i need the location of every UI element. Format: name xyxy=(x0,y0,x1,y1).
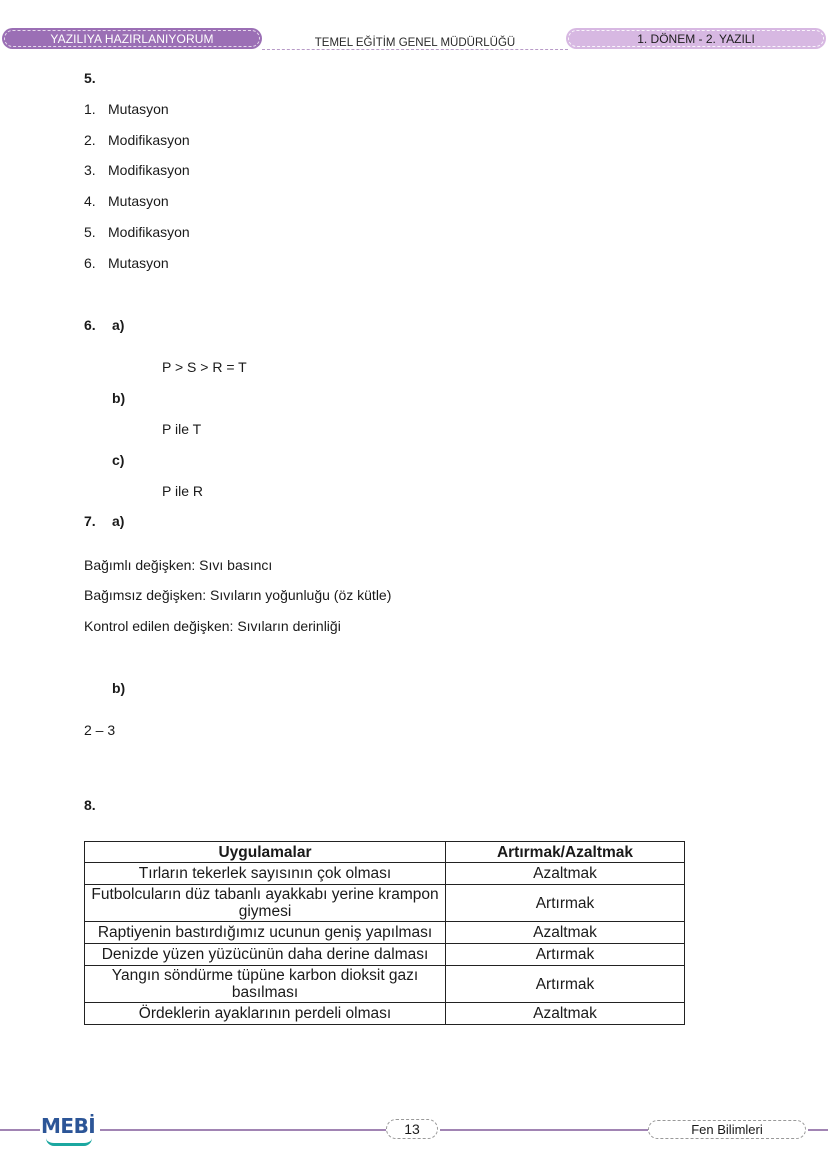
q6-a-answer: P > S > R = T xyxy=(162,359,247,375)
header-left-tab xyxy=(2,28,262,49)
table-row xyxy=(85,885,685,922)
footer-divider xyxy=(0,1129,40,1131)
table-cell: Artırmak xyxy=(446,966,685,1003)
q6-c-answer: P ile R xyxy=(162,483,203,499)
item-number: 2. xyxy=(84,132,96,148)
table-row xyxy=(85,922,685,944)
q7-a-line: Kontrol edilen değişken: Sıvıların derinliği xyxy=(84,618,341,634)
q8-label: 8. xyxy=(84,797,96,813)
mebi-logo xyxy=(40,1114,96,1144)
q7-b-label: b) xyxy=(112,680,126,696)
q5-item xyxy=(84,224,190,240)
table-row xyxy=(85,966,685,1003)
table-row xyxy=(85,863,685,885)
q7-a-label: a) xyxy=(112,513,125,529)
table-cell: Futbolcuların düz tabanlı ayakkabı yerine krampon giymesi xyxy=(85,885,446,922)
q7-a-line: Bağımlı değişken: Sıvı basıncı xyxy=(84,557,273,573)
table-cell: Raptiyenin bastırdığımız ucunun geniş yapılması xyxy=(85,922,446,944)
column-header-applications: Uygulamalar xyxy=(85,842,446,863)
table-cell: Artırmak xyxy=(446,944,685,966)
logo-text: MEBİ xyxy=(41,1114,96,1138)
answer-table xyxy=(84,841,685,1025)
q6-label: 6. xyxy=(84,317,96,333)
table-cell: Denizde yüzen yüzücünün daha derine dalması xyxy=(85,944,446,966)
logo-swoosh-icon xyxy=(46,1138,92,1146)
table-row xyxy=(85,944,685,966)
q5-item xyxy=(84,193,169,209)
table-cell: Ördeklerin ayaklarının perdeli olması xyxy=(85,1003,446,1025)
q5-item xyxy=(84,162,190,178)
table-cell: Tırların tekerlek sayısının çok olması xyxy=(85,863,446,885)
header-center xyxy=(262,31,568,50)
item-text: Mutasyon xyxy=(108,193,169,209)
page-number-text: 13 xyxy=(404,1121,420,1137)
header-right-label: 1. DÖNEM - 2. YAZILI xyxy=(637,31,755,46)
header-title: TEMEL EĞİTİM GENEL MÜDÜRLÜĞÜ xyxy=(314,37,516,49)
q7-label: 7. xyxy=(84,513,96,529)
item-text: Modifikasyon xyxy=(108,162,190,178)
subject-text: Fen Bilimleri xyxy=(691,1122,763,1137)
item-number: 1. xyxy=(84,101,96,117)
header-right-tab xyxy=(566,28,826,49)
q6-a-label: a) xyxy=(112,317,125,333)
q7-b-answer: 2 – 3 xyxy=(84,722,116,738)
item-text: Modifikasyon xyxy=(108,132,190,148)
q5-label: 5. xyxy=(84,70,96,86)
q5-item xyxy=(84,255,169,271)
footer-divider xyxy=(100,1129,386,1131)
q6-b-label: b) xyxy=(112,390,126,406)
footer-divider xyxy=(808,1129,828,1131)
item-text: Mutasyon xyxy=(108,101,169,117)
q6-c-label: c) xyxy=(112,452,125,468)
table-header-row xyxy=(85,842,685,863)
q6-b-answer: P ile T xyxy=(162,421,202,437)
item-text: Mutasyon xyxy=(108,255,169,271)
q5-item xyxy=(84,132,190,148)
table-cell: Azaltmak xyxy=(446,922,685,944)
item-number: 4. xyxy=(84,193,96,209)
table-cell: Yangın söndürme tüpüne karbon dioksit gazı basılması xyxy=(85,966,446,1003)
table-cell: Azaltmak xyxy=(446,863,685,885)
item-text: Modifikasyon xyxy=(108,224,190,240)
q7-a-line: Bağımsız değişken: Sıvıların yoğunluğu (öz kütle) xyxy=(84,587,392,603)
subject-label xyxy=(648,1120,806,1139)
table-row xyxy=(85,1003,685,1025)
item-number: 3. xyxy=(84,162,96,178)
table-cell: Azaltmak xyxy=(446,1003,685,1025)
footer-divider xyxy=(440,1129,648,1131)
q5-item xyxy=(84,101,169,117)
header-left-label: YAZILIYA HAZIRLANIYORUM xyxy=(50,31,214,46)
item-number: 6. xyxy=(84,255,96,271)
page-number xyxy=(386,1119,438,1139)
table-cell: Artırmak xyxy=(446,885,685,922)
column-header-increase-decrease: Artırmak/Azaltmak xyxy=(446,842,685,863)
item-number: 5. xyxy=(84,224,96,240)
